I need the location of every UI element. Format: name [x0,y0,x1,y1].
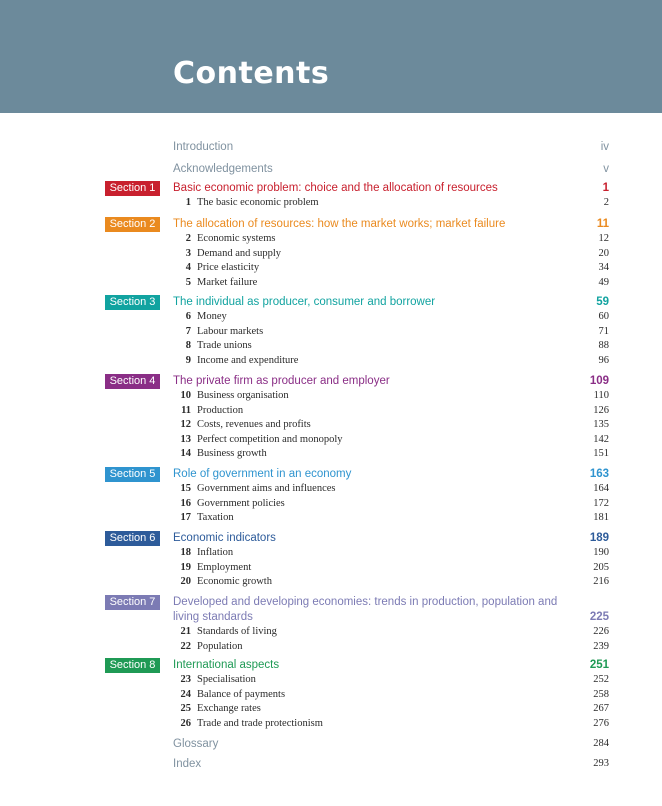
chapter-item[interactable] [173,561,609,575]
chapter-number: 15 [180,483,191,494]
front-matter-item[interactable] [173,162,609,176]
chapter-title: Standards of living [197,626,277,637]
chapter-title: Income and expenditure [197,354,299,366]
chapter-page: 20 [598,247,609,259]
chapter-title: Exchange rates [197,703,261,714]
chapter-number: 5 [185,276,191,288]
chapter-item[interactable] [173,389,609,403]
chapter-page: 34 [598,262,609,273]
section-badge: Section 5 [105,467,160,482]
back-matter-item[interactable] [173,757,609,771]
chapter-item[interactable] [173,497,609,511]
chapter-page: 181 [593,512,609,523]
chapter-page: 135 [593,419,609,430]
chapter-page: 190 [593,547,609,558]
front-matter-title: Introduction [173,141,234,153]
chapter-title: Perfect competition and monopoly [197,433,343,445]
back-matter-title: Index [173,758,202,770]
chapter-page: 226 [593,626,609,637]
chapter-item[interactable] [173,310,609,324]
section-badge: Section 6 [105,531,160,546]
chapter-title: Business organisation [197,390,289,401]
chapter-number: 20 [180,576,191,587]
chapter-title: Balance of payments [197,688,286,700]
chapter-page: 151 [593,448,609,459]
chapter-title: Taxation [197,512,234,523]
back-matter-page: 284 [593,738,609,749]
section-title[interactable]: The individual as producer, consumer and borrower [173,296,436,308]
chapter-title: Economic systems [197,233,276,244]
chapter-number: 10 [180,390,191,401]
section-badge: Section 2 [105,217,160,232]
chapter-title: Employment [197,561,252,573]
section-page: 1 [602,182,609,194]
chapter-item[interactable] [173,447,609,461]
chapter-page: 126 [593,404,609,416]
section-title[interactable]: Economic indicators [173,532,276,544]
section-page: 109 [589,375,609,387]
chapter-page: 2 [603,197,609,208]
chapter-page: 96 [598,354,609,366]
back-matter-page: 293 [593,758,609,769]
chapter-item[interactable] [173,702,609,716]
chapter-title: Economic growth [197,576,272,587]
chapter-title: Costs, revenues and profits [197,419,311,430]
chapter-number: 8 [185,340,191,351]
section-page: 11 [596,218,609,230]
chapter-page: 110 [593,390,609,401]
chapter-item[interactable] [173,433,609,447]
chapter-title: Population [197,640,243,652]
chapter-item[interactable] [173,247,609,261]
chapter-number: 6 [185,311,191,322]
chapter-item[interactable] [173,673,609,687]
front-matter-item[interactable] [173,140,609,154]
chapter-page: 49 [598,276,609,288]
section-title[interactable]: The allocation of resources: how the market works; market failure [173,218,506,230]
chapter-page: 239 [593,640,609,652]
chapter-item[interactable] [173,354,609,368]
chapter-number: 24 [180,688,191,700]
chapter-title: Trade and trade protectionism [197,717,323,729]
chapter-title: Money [197,311,227,322]
section-badge: Section 1 [105,181,160,196]
chapter-page: 267 [593,703,609,714]
chapter-item[interactable] [173,625,609,639]
front-matter-page: v [603,163,609,175]
section-page: 163 [589,468,609,480]
chapter-number: 12 [180,419,191,430]
chapter-item[interactable] [173,546,609,560]
chapter-item[interactable] [173,339,609,353]
chapter-number: 11 [181,404,191,416]
section-badge: Section 4 [105,374,160,389]
chapter-number: 26 [180,717,191,729]
chapter-item[interactable] [173,404,609,418]
chapter-page: 216 [593,576,609,587]
chapter-title: Labour markets [197,325,264,337]
chapter-title: The basic economic problem [197,197,319,208]
chapter-number: 18 [180,547,191,558]
chapter-page: 164 [593,483,609,494]
chapter-number: 14 [180,448,191,459]
chapter-number: 19 [180,561,191,573]
chapter-number: 7 [185,325,191,337]
chapter-page: 172 [593,497,609,509]
chapter-item[interactable] [173,511,609,525]
chapter-title: Demand and supply [197,247,281,259]
chapter-number: 16 [180,497,191,509]
chapter-number: 3 [185,247,191,259]
chapter-item[interactable] [173,575,609,589]
chapter-title: Market failure [197,276,258,288]
chapter-page: 71 [598,325,609,337]
chapter-item[interactable] [173,196,609,210]
chapter-title: Government aims and influences [197,483,336,494]
section-badge: Section 8 [105,658,160,673]
chapter-number: 9 [185,354,191,366]
chapter-title: Specialisation [197,674,256,685]
chapter-item[interactable] [173,418,609,432]
chapter-title: Price elasticity [197,262,260,273]
section-title[interactable]: The private firm as producer and employer [173,375,390,387]
section-title[interactable]: International aspects [173,659,280,671]
chapter-title: Production [197,404,244,416]
section-page: 225 [589,611,609,623]
chapter-page: 142 [593,433,609,445]
section-page: 189 [589,532,609,544]
chapter-title: Trade unions [197,340,252,351]
back-matter-title: Glossary [173,738,219,750]
chapter-number: 13 [180,433,191,445]
front-matter-title: Acknowledgements [173,163,273,175]
section-title[interactable]: Developed and developing economies: trends in production, population and living standards [173,596,558,623]
chapter-page: 252 [593,674,609,685]
chapter-number: 23 [180,674,191,685]
chapter-item[interactable] [173,276,609,290]
section-page: 251 [589,659,609,671]
chapter-item[interactable] [173,325,609,339]
chapter-page: 205 [593,561,609,573]
chapter-item[interactable] [173,232,609,246]
chapter-item[interactable] [173,482,609,496]
chapter-item[interactable] [173,688,609,702]
chapter-number: 21 [180,626,191,637]
chapter-number: 17 [180,512,191,523]
chapter-page: 12 [598,233,609,244]
chapter-item[interactable] [173,640,609,654]
section-page: 59 [596,296,609,308]
section-badge: Section 7 [105,595,160,610]
chapter-number: 25 [180,703,191,714]
chapter-number: 4 [185,262,191,273]
chapter-page: 276 [593,717,609,729]
section-title[interactable]: Basic economic problem: choice and the allocation of resources [173,182,498,194]
section-badge: Section 3 [105,295,160,310]
chapter-page: 88 [598,340,609,351]
section-title[interactable]: Role of government in an economy [173,468,352,480]
chapter-page: 258 [593,688,609,700]
chapter-title: Inflation [197,547,234,558]
back-matter-item[interactable] [173,737,609,751]
chapter-number: 2 [185,233,191,244]
chapter-title: Business growth [197,448,267,459]
chapter-page: 60 [598,311,609,322]
page-title: Contents [173,56,330,91]
chapter-number: 1 [185,197,191,208]
chapter-number: 22 [180,640,191,652]
chapter-item[interactable] [173,261,609,275]
front-matter-page: iv [600,141,609,153]
chapter-title: Government policies [197,497,285,509]
chapter-item[interactable] [173,717,609,731]
